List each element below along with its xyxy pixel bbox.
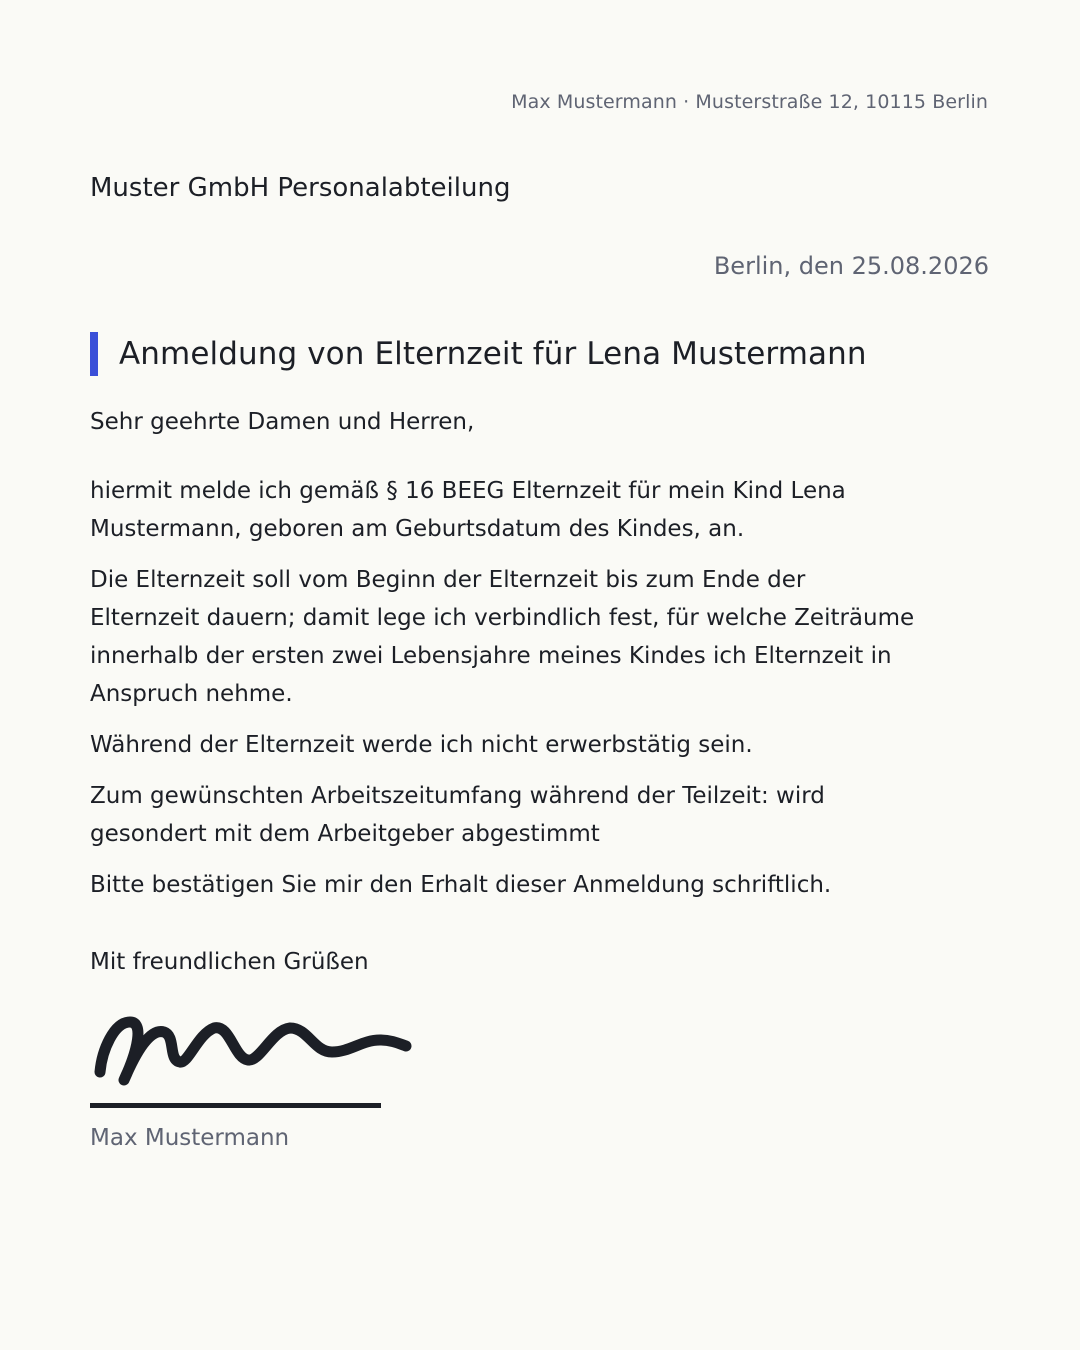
- signature-line: [90, 1103, 381, 1108]
- recipient-address: Muster GmbH Personalabteilung: [90, 173, 511, 203]
- body-paragraph: Bitte bestätigen Sie mir den Erhalt dieser Anmeldung schriftlich.: [90, 872, 832, 898]
- handwritten-signature-icon: [88, 1010, 418, 1095]
- closing-phrase: Mit freundlichen Grüßen: [90, 949, 369, 975]
- letter-body: [90, 472, 920, 917]
- body-paragraph: Während der Elternzeit werde ich nicht erwerbstätig sein.: [90, 732, 753, 758]
- salutation: Sehr geehrte Damen und Herren,: [90, 409, 475, 435]
- letter-date: Berlin, den 25.08.2026: [713, 252, 989, 280]
- subject-text: Anmeldung von Elternzeit für Lena Mustermann: [119, 336, 867, 372]
- sender-address: Max Mustermann · Musterstraße 12, 10115 Berlin: [511, 91, 988, 113]
- body-paragraph: Die Elternzeit soll vom Beginn der Elternzeit bis zum Ende der Elternzeit dauern; damit lege ich verbindlich fest, für welche Zeiträume innerhalb der ersten zwei Lebensjahre meines Kindes ich Elternzeit in Anspruch nehme.: [90, 567, 915, 707]
- body-paragraph: hiermit melde ich gemäß § 16 BEEG Elternzeit für mein Kind Lena Mustermann, geboren am Geburtsdatum des Kindes, an.: [90, 478, 846, 542]
- subject-accent-bar: [90, 332, 98, 376]
- signer-name: Max Mustermann: [90, 1125, 290, 1151]
- subject-line: [90, 332, 867, 376]
- body-paragraph: Zum gewünschten Arbeitszeitumfang während der Teilzeit: wird gesondert mit dem Arbeitgeber abgestimmt: [90, 783, 825, 847]
